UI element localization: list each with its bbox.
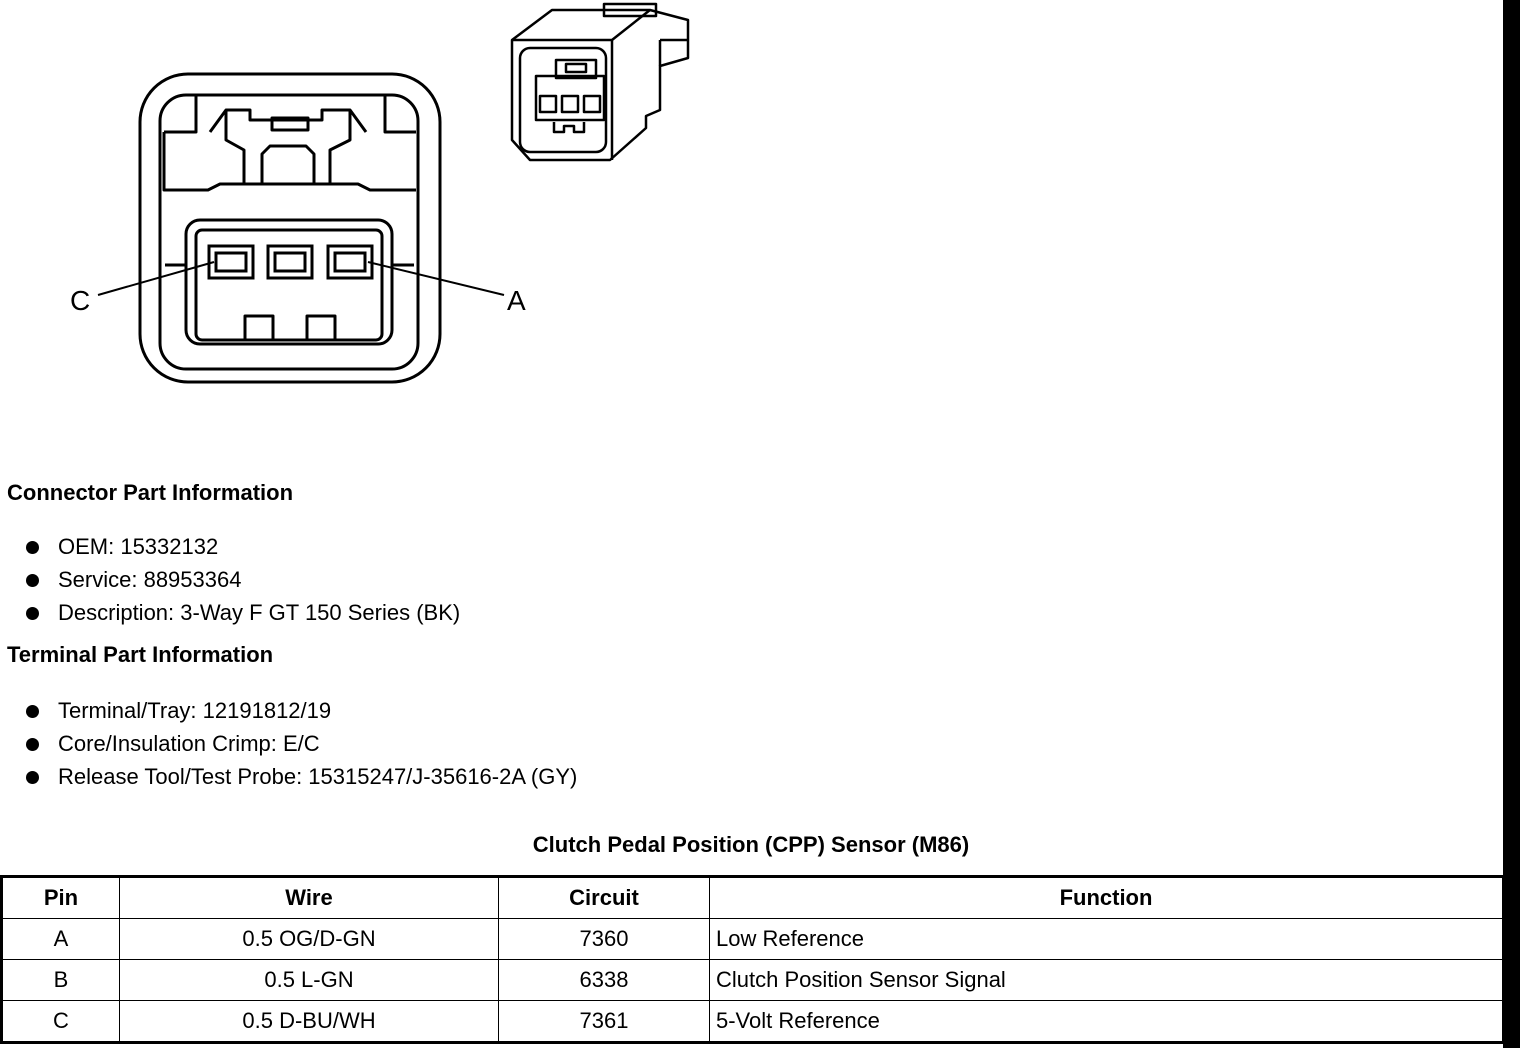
cell-function: 5-Volt Reference (710, 1001, 1504, 1043)
terminal-cavity-frame (186, 220, 392, 344)
bullet-icon (26, 705, 39, 718)
terminal-part-info-list (24, 698, 577, 797)
cell-circuit: 7360 (499, 919, 710, 960)
bullet-icon (26, 771, 39, 784)
bullet-icon (26, 541, 39, 554)
pin-label-c: C (70, 285, 91, 316)
list-item-text: Release Tool/Test Probe: 15315247/J-35616-2A (GY) (58, 764, 578, 789)
list-item (24, 698, 577, 731)
bullet-icon (26, 574, 39, 587)
connector-top-cavity (164, 95, 416, 132)
list-item (24, 731, 577, 764)
pin-table (0, 875, 1505, 1044)
list-item (24, 567, 460, 600)
list-item (24, 764, 577, 797)
cell-function: Clutch Position Sensor Signal (710, 960, 1504, 1001)
connector-iso-view (512, 4, 688, 160)
pin-table-title: Clutch Pedal Position (CPP) Sensor (M86) (532, 832, 970, 857)
connector-part-info-list (24, 534, 460, 633)
cell-wire: 0.5 OG/D-GN (120, 919, 499, 960)
leader-line-a (368, 262, 504, 295)
pin-label-a: A (507, 285, 526, 316)
list-item-text: Terminal/Tray: 12191812/19 (58, 698, 332, 723)
list-item (24, 600, 460, 633)
cell-circuit: 6338 (499, 960, 710, 1001)
cell-pin: B (2, 960, 120, 1001)
list-item-text: Service: 88953364 (58, 567, 242, 592)
list-item-text: Description: 3-Way F GT 150 Series (BK) (58, 600, 461, 625)
list-item-text: Core/Insulation Crimp: E/C (58, 731, 320, 756)
column-header-wire: Wire (120, 877, 499, 919)
list-item (24, 534, 460, 567)
bullet-icon (26, 607, 39, 620)
connector-diagram (0, 0, 720, 400)
table-row (2, 1001, 1504, 1043)
bullet-icon (26, 738, 39, 751)
table-header-row (2, 877, 1504, 919)
cell-wire: 0.5 L-GN (120, 960, 499, 1001)
connector-part-info-title: Connector Part Information (7, 480, 294, 505)
cell-function: Low Reference (710, 919, 1504, 960)
cell-wire: 0.5 D-BU/WH (120, 1001, 499, 1043)
terminal-part-info-title: Terminal Part Information (7, 642, 274, 667)
table-row (2, 919, 1504, 960)
list-item-text: OEM: 15332132 (58, 534, 219, 559)
page-right-border (1503, 0, 1520, 1048)
table-row (2, 960, 1504, 1001)
column-header-circuit: Circuit (499, 877, 710, 919)
cell-pin: A (2, 919, 120, 960)
column-header-function: Function (710, 877, 1504, 919)
cell-pin: C (2, 1001, 120, 1043)
cell-circuit: 7361 (499, 1001, 710, 1043)
column-header-pin: Pin (2, 877, 120, 919)
